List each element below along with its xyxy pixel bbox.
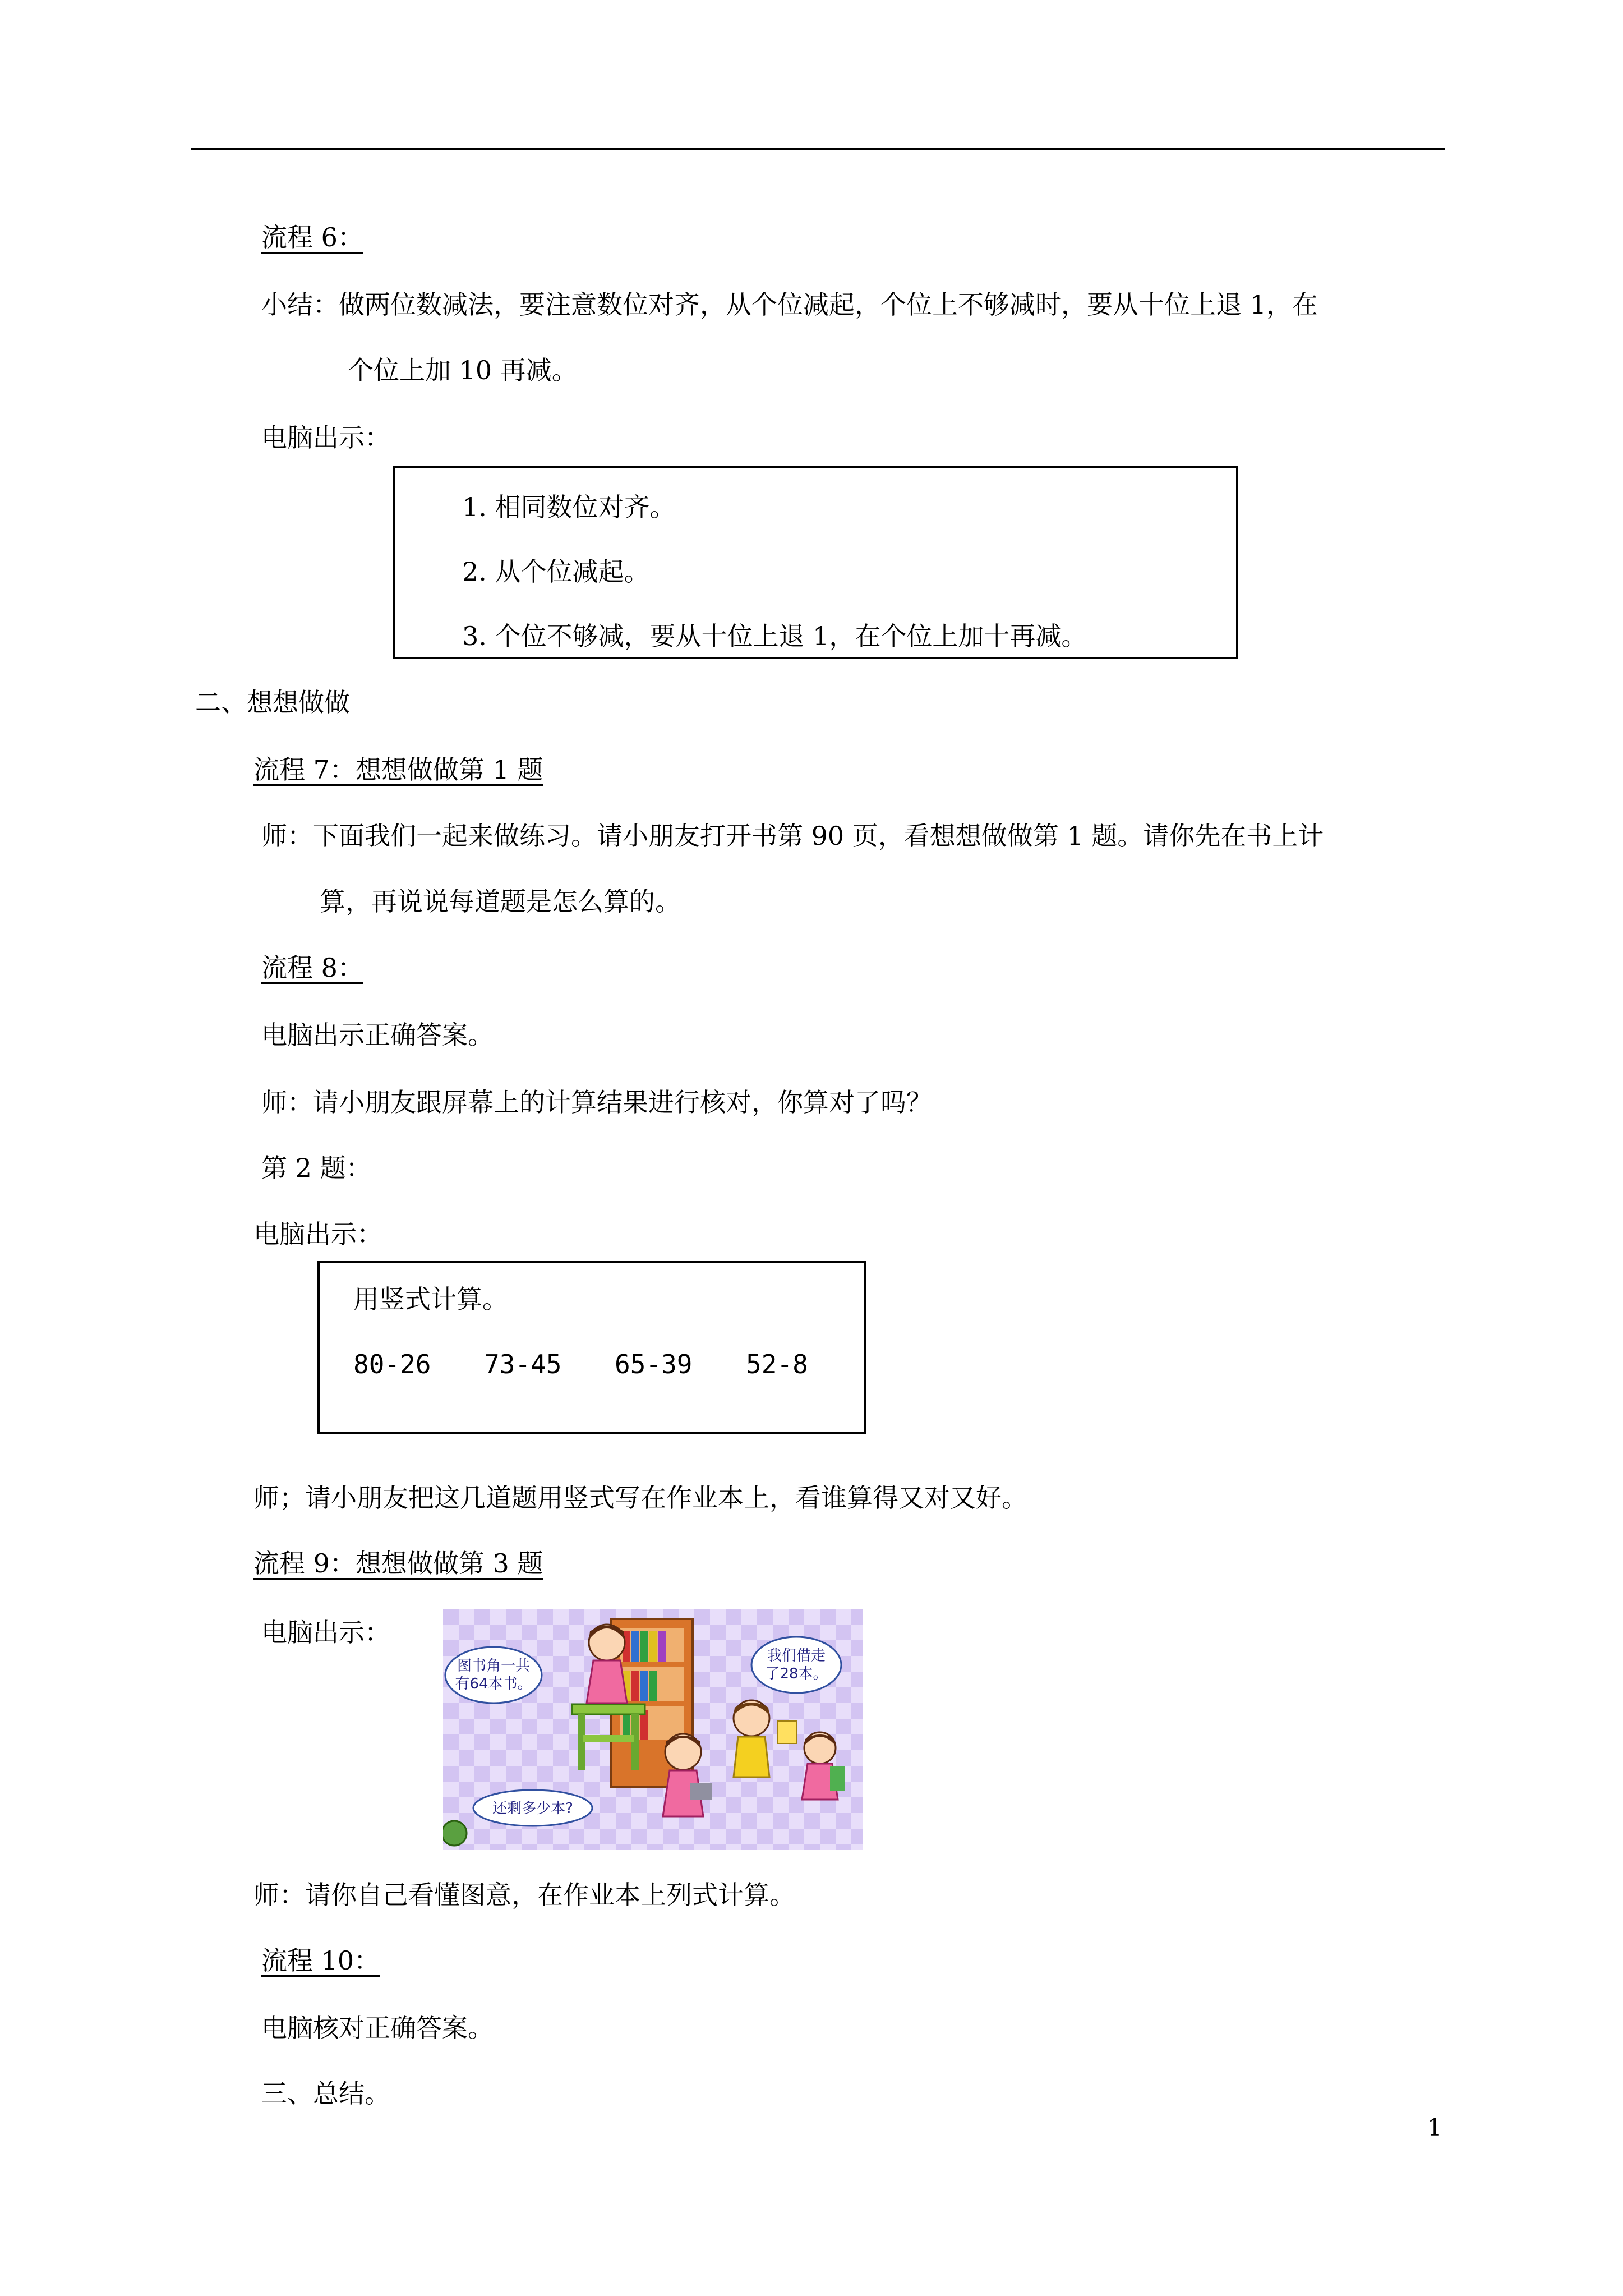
girl-on-stool-icon bbox=[587, 1625, 627, 1703]
rule-item: 1. 相同数位对齐。 bbox=[462, 492, 676, 522]
rule-item: 3. 个位不够减，要从十位上退 1，在个位上加十再减。 bbox=[462, 621, 1087, 651]
exercise-problem: 73-45 bbox=[484, 1349, 562, 1379]
exercise-title: 用竖式计算。 bbox=[353, 1284, 508, 1314]
question-2-label: 第 2 题： bbox=[261, 1153, 372, 1183]
exercise-problem: 80-26 bbox=[353, 1349, 431, 1379]
bubble-2-line-1: 我们借走 bbox=[767, 1648, 826, 1664]
page-number: 1 bbox=[1427, 2114, 1442, 2141]
bubble-1-line-2: 有64本书。 bbox=[455, 1676, 532, 1692]
illustration-svg bbox=[443, 1609, 863, 1850]
exercise-box bbox=[317, 1261, 866, 1434]
summary-line-2: 个位上加 10 再减。 bbox=[348, 355, 578, 385]
bubble-1-line-1: 图书角一共 bbox=[457, 1658, 531, 1674]
speech-bubble-icon bbox=[751, 1637, 841, 1693]
exercise-problem: 65-39 bbox=[615, 1349, 693, 1379]
section-10-line-1: 电脑核对正确答案。 bbox=[261, 2013, 494, 2043]
frog-icon bbox=[443, 1821, 467, 1846]
section-8-title: 流程 8： bbox=[261, 953, 363, 983]
bubble-3: 还剩多少本? bbox=[492, 1800, 573, 1817]
section-8-after: 师；请小朋友把这几道题用竖式写在作业本上，看谁算得又对又好。 bbox=[253, 1483, 1027, 1513]
speech-bubble-icon bbox=[473, 1790, 592, 1826]
section-10-title: 流程 10： bbox=[261, 1945, 380, 1976]
section-7-line-2: 算，再说说每道题是怎么算的。 bbox=[320, 886, 681, 917]
display-label: 电脑出示： bbox=[261, 422, 390, 453]
heading-3: 三、总结。 bbox=[261, 2078, 390, 2109]
heading-2: 二、想想做做 bbox=[195, 687, 350, 717]
bubble-2-line-2: 了28本。 bbox=[765, 1665, 828, 1682]
section-9-after: 师：请你自己看懂图意，在作业本上列式计算。 bbox=[253, 1880, 795, 1910]
speech-bubble-icon bbox=[445, 1647, 542, 1703]
exercise-problem: 52-8 bbox=[746, 1349, 808, 1379]
rules-box bbox=[393, 466, 1238, 659]
section-8-line-2: 师：请小朋友跟屏幕上的计算结果进行核对，你算对了吗？ bbox=[261, 1087, 932, 1117]
section-7-line-1: 师：下面我们一起来做练习。请小朋友打开书第 90 页，看想想做做第 1 题。请你先在书上计 bbox=[261, 821, 1324, 851]
textbook-illustration bbox=[443, 1609, 863, 1850]
display-label: 电脑出示： bbox=[253, 1219, 382, 1249]
summary-line-1: 小结：做两位数减法，要注意数位对齐，从个位减起，个位上不够减时，要从十位上退 1，在 bbox=[261, 289, 1318, 320]
rule-item: 2. 从个位减起。 bbox=[462, 556, 650, 587]
header-rule bbox=[191, 148, 1445, 150]
section-6-title: 流程 6： bbox=[261, 222, 363, 252]
display-label: 电脑出示： bbox=[261, 1617, 390, 1648]
section-9-title: 流程 9：想想做做第 3 题 bbox=[253, 1548, 543, 1579]
section-7-title: 流程 7：想想做做第 1 题 bbox=[253, 754, 543, 785]
section-8-line-1: 电脑出示正确答案。 bbox=[261, 1020, 494, 1050]
